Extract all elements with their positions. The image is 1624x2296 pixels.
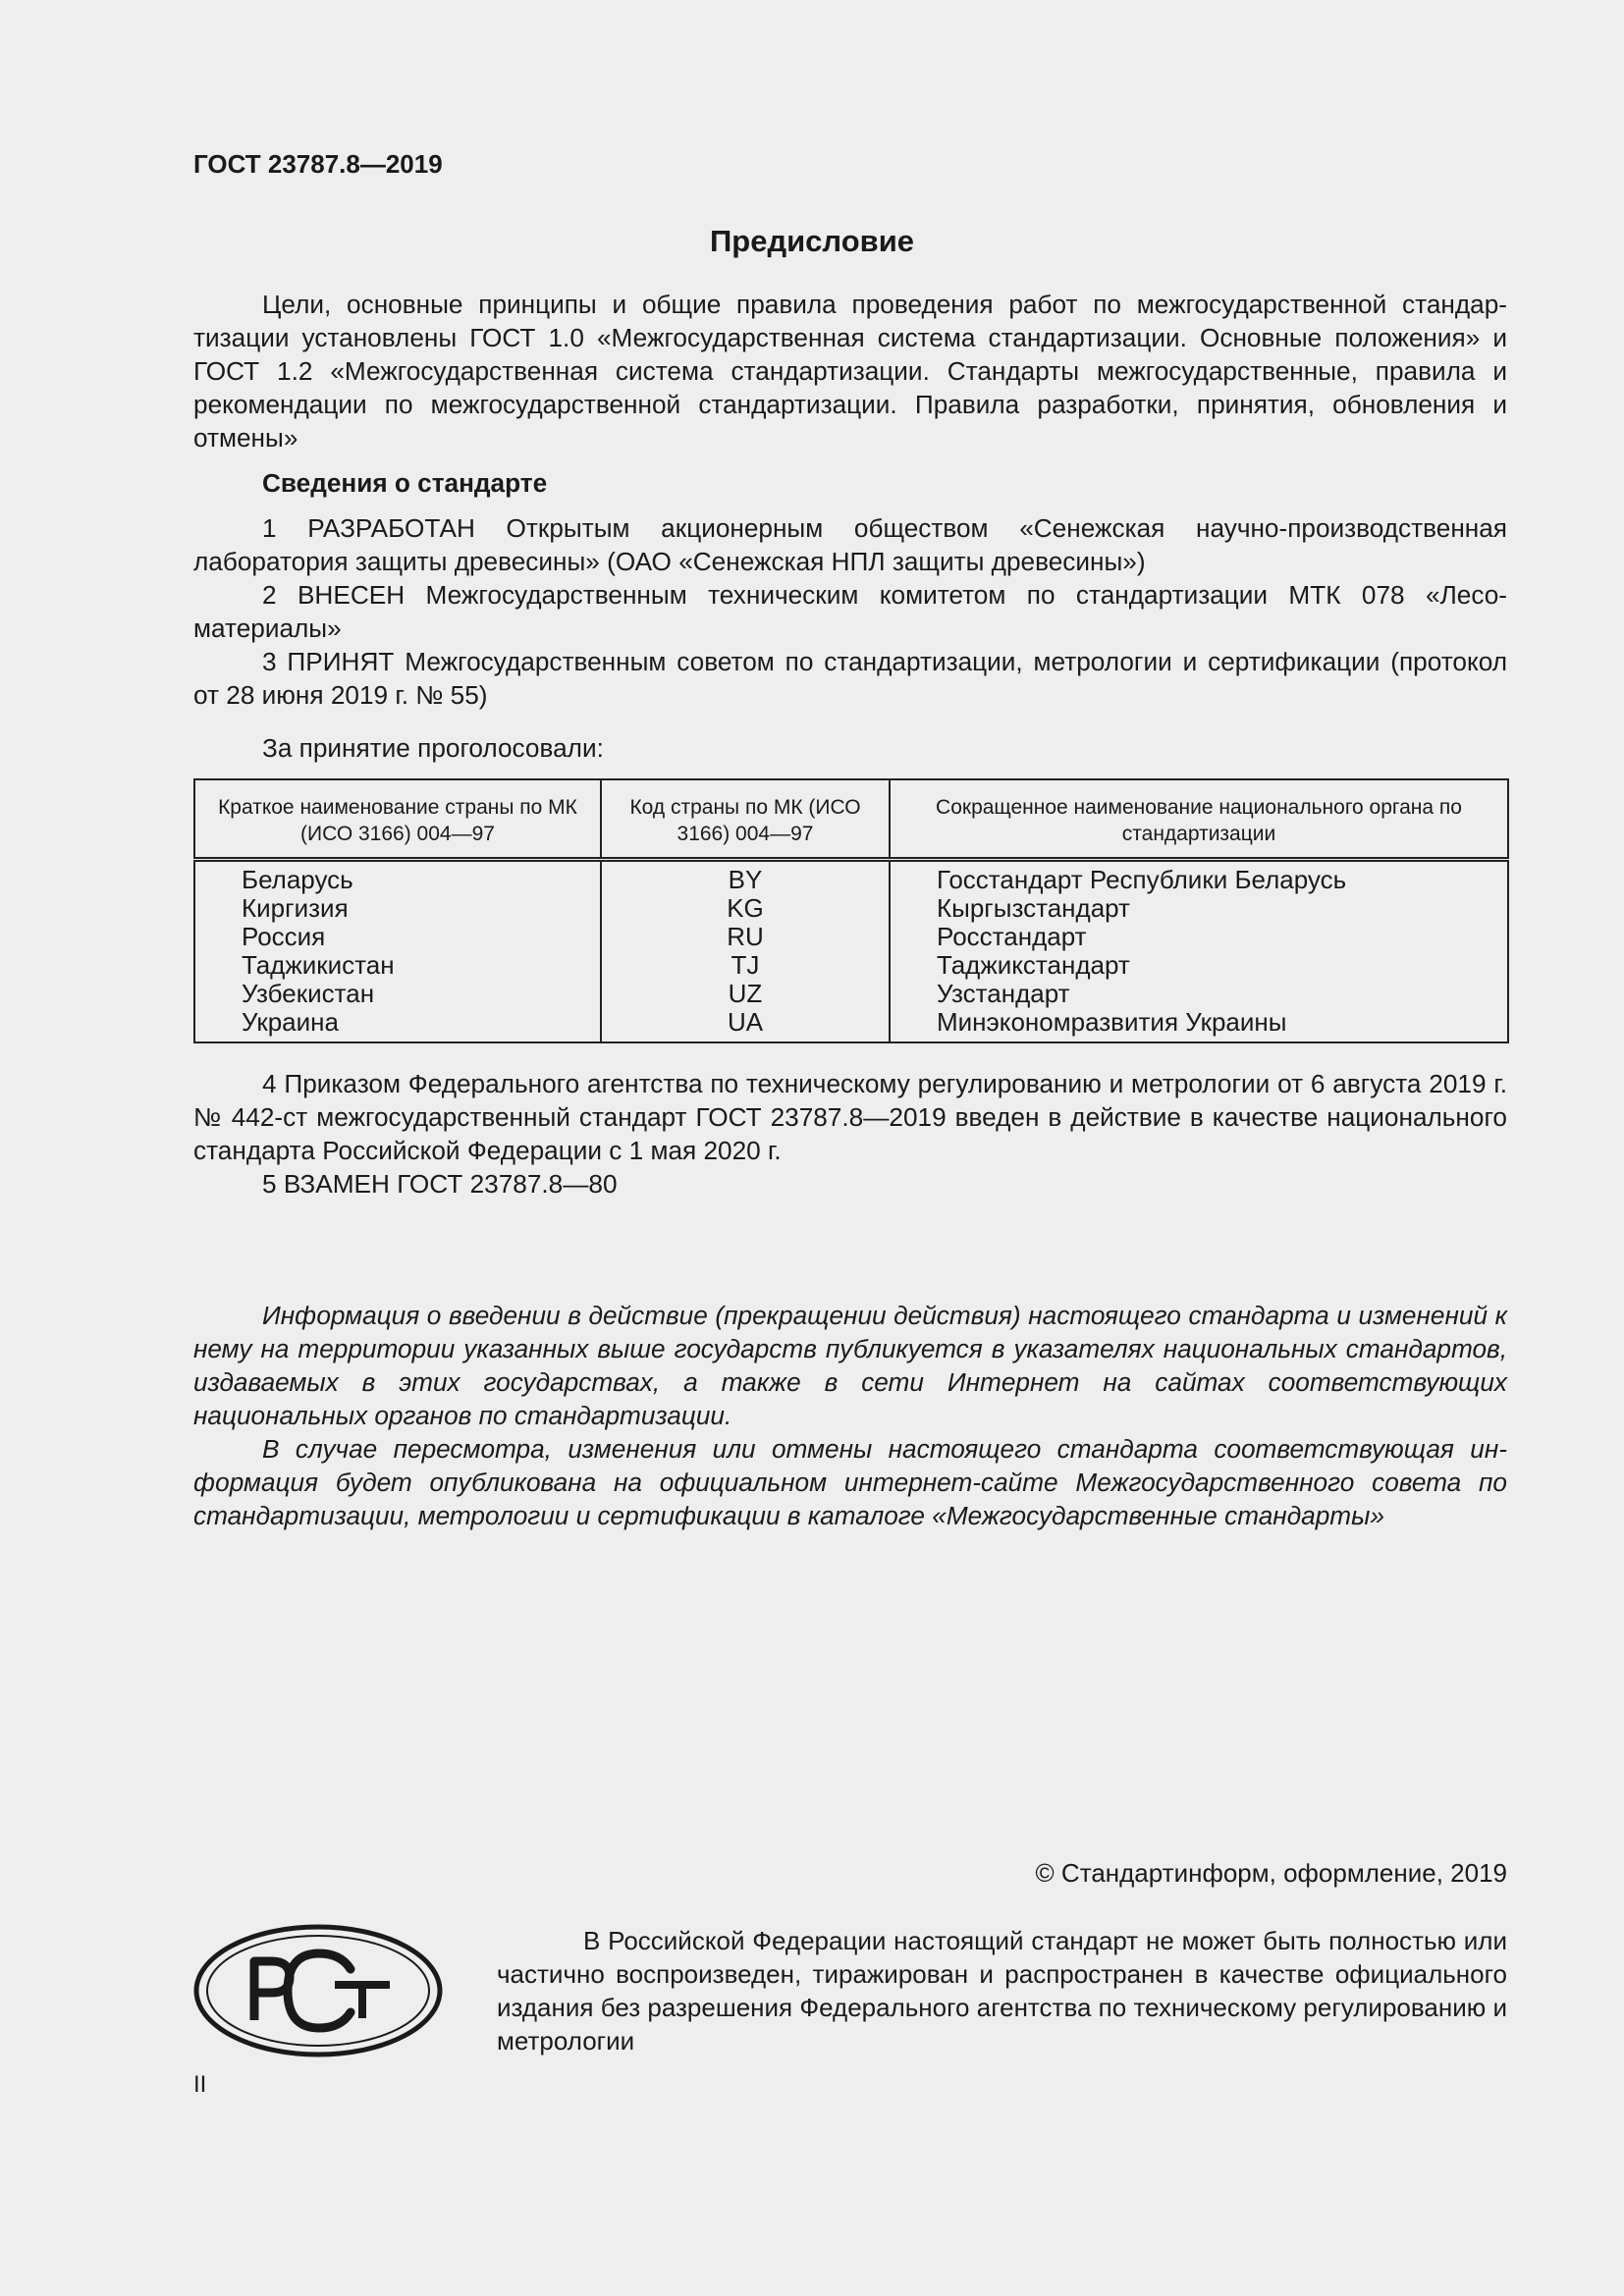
rst-certification-mark-icon: [193, 1924, 443, 2057]
country-name: Узбекистан: [242, 979, 375, 1008]
voting-countries-table: [193, 778, 1509, 1043]
page-number: II: [193, 2071, 207, 2098]
country-name: Россия: [242, 922, 326, 951]
reproduction-notice: В Российской Федерации настоящий стандарт не может быть полностью или частично воспроизведен, тиражирован и распространен в качестве официального издания без разрешения Федерального агентства по техническому регулированию и метрологии: [497, 1926, 1507, 2056]
country-code: RU: [727, 922, 764, 951]
header-country: Краткое наименование страны по МК (ИСО 3166) 004—97: [194, 779, 601, 860]
organ-name: Росстандарт: [937, 922, 1087, 951]
header-code: Код страны по МК (ИСО 3166) 004—97: [601, 779, 890, 860]
country-code: BY: [728, 865, 763, 894]
country-code: TJ: [731, 950, 760, 980]
country-name: Таджикистан: [242, 950, 395, 980]
country-name: Киргизия: [242, 893, 349, 923]
table-body-row: [194, 860, 1508, 1043]
intro-paragraph: Цели, основные принципы и общие правила проведения работ по межгосударственной стандартизации установлены ГОСТ 1.0 «Межгосударственная система стандартизации. Основные положения» и ГОСТ 1.2 «Межгосударственная система стандартизации. Стандарты межгосударственные, правила и рекомендации по межгосударственной стандартизации. Правила разработки, принятия, обновления и отмены»: [193, 290, 1507, 453]
info-item-2: 2 ВНЕСЕН Межгосударственным техническим комитетом по стандартизации МТК 078 «Лесоматериалы»: [193, 580, 1507, 643]
country-name: Украина: [242, 1007, 339, 1037]
standard-info-heading: Сведения о стандарте: [262, 468, 548, 498]
country-column: [194, 860, 601, 1043]
organ-name: Кыргызстандарт: [937, 893, 1130, 923]
info-notice-1: Информация о введении в действие (прекращении действия) настоящего стандарта и изменений к нему на территории указанных выше государств публикуется в указателях национальных стандартов, издаваемых в этих государствах, а также в сети Интернет на сайтах соответствующих национальных органов по стандартизации.: [193, 1301, 1507, 1430]
country-code: KG: [727, 893, 764, 923]
code-column: [601, 860, 890, 1043]
country-code: UA: [727, 1007, 764, 1037]
document-id-header: ГОСТ 23787.8—2019: [193, 149, 443, 179]
info-item-1: 1 РАЗРАБОТАН Открытым акционерным обществом «Сенежская научно-производственная лаборатория защиты древесины» (ОАО «Сенежская НПЛ защиты древесины»): [193, 513, 1507, 576]
voted-label: За принятие проголосовали:: [262, 733, 604, 763]
country-code: UZ: [728, 979, 763, 1008]
table-header-row: [194, 779, 1508, 860]
info-notice-2: В случае пересмотра, изменения или отмены настоящего стандарта соответствующая информация будет опубликована на официальном интернет-сайте Межгосударственного совета по стандартизации, метрологии и сертификации в каталоге «Межгосударственные стандарты»: [193, 1434, 1507, 1530]
page-title: Предисловие: [709, 224, 914, 258]
copyright-line: © Стандартинформ, оформление, 2019: [1035, 1858, 1507, 1888]
organ-name: Минэкономразвития Украины: [937, 1007, 1287, 1037]
organ-name: Таджикстандарт: [937, 950, 1130, 980]
country-name: Беларусь: [242, 865, 353, 894]
organ-name: Госстандарт Республики Беларусь: [937, 865, 1347, 894]
info-item-3: 3 ПРИНЯТ Межгосударственным советом по стандартизации, метрологии и сертификации (протокол от 28 июня 2019 г. № 55): [193, 647, 1507, 710]
header-organ: Сокращенное наименование национального органа по стандартизации: [890, 779, 1508, 860]
organ-column: [890, 860, 1508, 1043]
info-item-5: 5 ВЗАМЕН ГОСТ 23787.8—80: [262, 1169, 618, 1199]
preface-body: [193, 288, 1507, 1532]
organ-name: Узстандарт: [937, 979, 1070, 1008]
info-item-4: 4 Приказом Федерального агентства по техническому регулированию и метрологии от 6 августа 2019 г. № 442-ст межгосударственный стандарт ГОСТ 23787.8—2019 введен в действие в качестве национального стандарта Российской Федерации с 1 мая 2020 г.: [193, 1069, 1507, 1165]
